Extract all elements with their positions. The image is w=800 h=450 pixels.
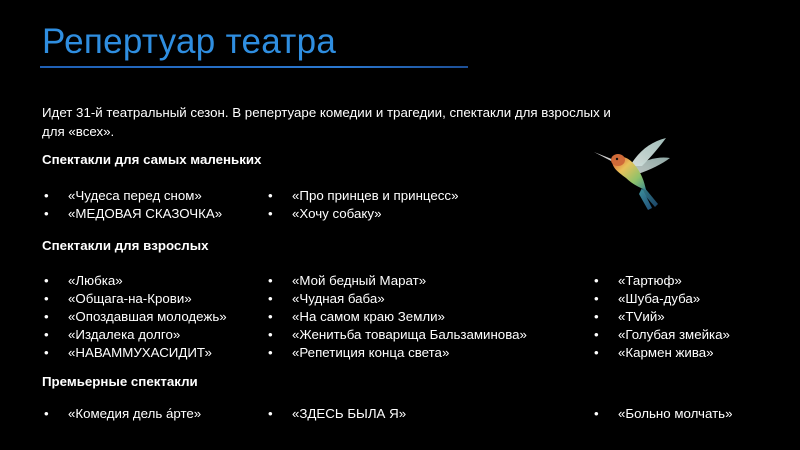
adults-list-col-3 xyxy=(594,272,730,362)
list-item: • «Чудеса перед сном» xyxy=(44,187,222,205)
list-item: • «НАВАММУХАСИДИТ» xyxy=(44,344,227,362)
list-item: • «TVий» xyxy=(594,308,730,326)
list-item: • «Женитьба товарища Бальзаминова» xyxy=(268,326,527,344)
hummingbird-icon xyxy=(592,132,672,216)
list-item: • «Кармен жива» xyxy=(594,344,730,362)
list-item: • «Опоздавшая молодежь» xyxy=(44,308,227,326)
list-item: • «ЗДЕСЬ БЫЛА Я» xyxy=(268,405,406,423)
list-item: • «Хочу собаку» xyxy=(268,205,458,223)
page-title: Репертуар театра xyxy=(42,22,337,61)
section-heading-adults: Спектакли для взрослых xyxy=(42,238,209,253)
list-item: • «Тартюф» xyxy=(594,272,730,290)
list-item: • «Шуба-дуба» xyxy=(594,290,730,308)
list-item: • «Любка» xyxy=(44,272,227,290)
list-item: • «Чудная баба» xyxy=(268,290,527,308)
adults-list-col-1 xyxy=(44,272,227,362)
premieres-list-col-3 xyxy=(594,405,733,423)
list-item: • «Общага-на-Крови» xyxy=(44,290,227,308)
list-item: • «МЕДОВАЯ СКАЗОЧКА» xyxy=(44,205,222,223)
list-item: • «Репетиция конца света» xyxy=(268,344,527,362)
intro-text: Идет 31-й театральный сезон. В репертуаре комедии и трагедии, спектакли для взрослых и для «всех». xyxy=(42,105,611,139)
list-item: • «Комедия дель а́рте» xyxy=(44,405,201,423)
list-item: • «Больно молчать» xyxy=(594,405,733,423)
section-heading-kids: Спектакли для самых маленьких xyxy=(42,152,262,167)
kids-list-col-2 xyxy=(268,187,458,223)
premieres-list-col-2 xyxy=(268,405,406,423)
list-item: • «Издалека долго» xyxy=(44,326,227,344)
list-item: • «Про принцев и принцесс» xyxy=(268,187,458,205)
title-underline xyxy=(40,66,468,68)
list-item: • «Голубая змейка» xyxy=(594,326,730,344)
section-heading-premieres: Премьерные спектакли xyxy=(42,374,198,389)
kids-list-col-1 xyxy=(44,187,222,223)
list-item: • «На самом краю Земли» xyxy=(268,308,527,326)
adults-list-col-2 xyxy=(268,272,527,362)
list-item: • «Мой бедный Марат» xyxy=(268,272,527,290)
premieres-list-col-1 xyxy=(44,405,201,423)
